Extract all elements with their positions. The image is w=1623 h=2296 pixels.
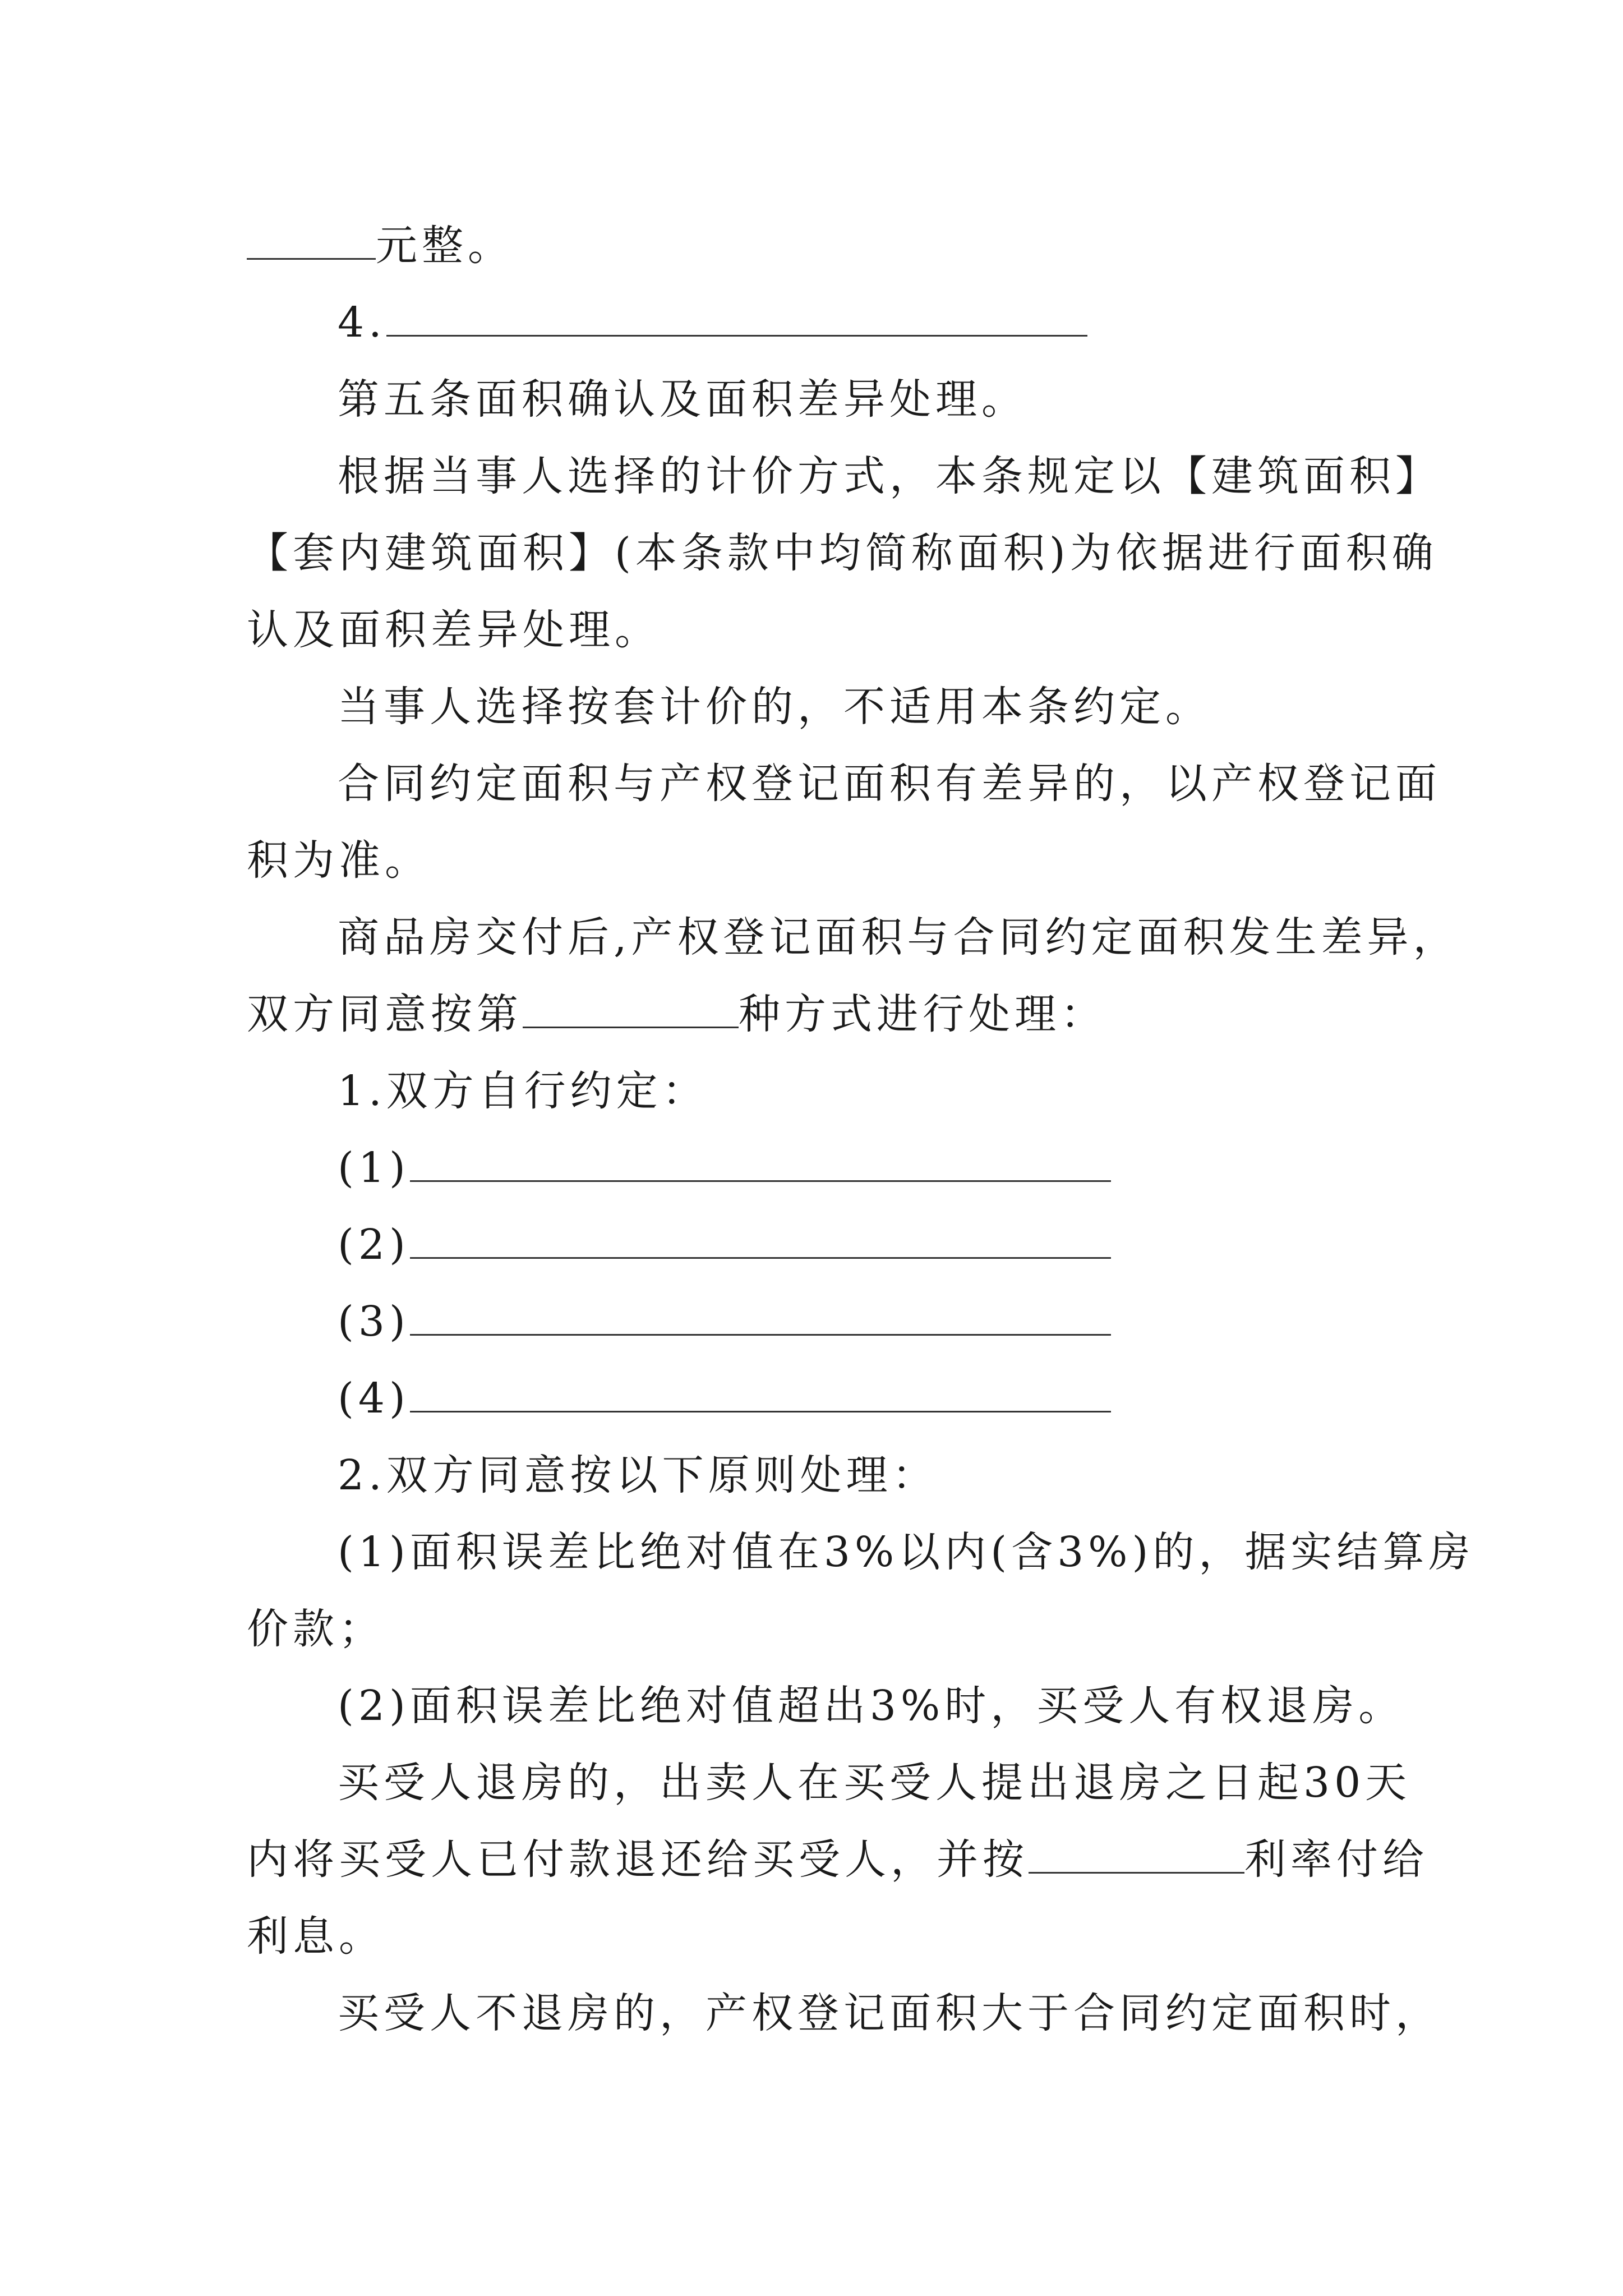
method-choice-line [247,976,1396,1053]
paragraph-line: 当事人选择按套计价的，不适用本条约定。 [338,683,1211,731]
amount-suffix: 元整。 [376,222,514,270]
interest-prefix: 内将买受人已付款退还给买受人，并按 [247,1835,1029,1884]
paragraph-line: 认及面积差异处理。 [247,606,661,654]
contract-body [247,208,1475,2052]
article-5-heading: 第五条面积确认及面积差异处理。 [338,375,1027,424]
custom-item-1 [247,1130,1396,1207]
item-4-blank[interactable] [386,290,1087,337]
paragraph-line: 积为准。 [247,836,431,885]
paragraph-line: 价款； [247,1605,385,1653]
paragraph-line: 根据当事人选择的计价方式，本条规定以【建筑面积】 [338,452,1441,500]
paragraph-line: 买受人不退房的，产权登记面积大于合同约定面积时， [338,1989,1441,2037]
paragraph-line: 【套内建筑面积】(本条款中均简称面积)为依据进行面积确 [247,529,1438,577]
custom-item-3 [247,1283,1396,1360]
method-blank[interactable] [523,982,739,1028]
paragraph-line: 合同约定面积与产权登记面积有差异的，以产权登记面 [338,760,1441,808]
custom-item-4 [247,1360,1396,1437]
amount-blank[interactable] [247,213,376,260]
custom-item-label: (4) [338,1374,410,1423]
paragraph-line: 利息。 [247,1912,385,1961]
paragraph-line: 商品房交付后,产权登记面积与合同约定面积发生差异， [338,913,1459,961]
paragraph-line: (2)面积误差比绝对值超出3%时，买受人有权退房。 [338,1682,1405,1730]
method-suffix: 种方式进行处理： [739,990,1106,1038]
method-prefix: 双方同意按第 [247,990,523,1038]
custom-item-label: (1) [338,1144,410,1192]
custom-item-blank[interactable] [410,1289,1111,1336]
interest-rate-line [247,1821,1428,1898]
paragraph-line: 买受人退房的，出卖人在买受人提出退房之日起30天 [338,1759,1412,1807]
option-2-heading: 2.双方同意按以下原则处理： [338,1451,938,1499]
paragraph-line: (1)面积误差比绝对值在3%以内(含3%)的，据实结算房 [338,1528,1475,1576]
custom-item-blank[interactable] [410,1366,1111,1412]
item-4-line [247,284,1396,361]
custom-item-label: (3) [338,1297,410,1346]
custom-item-blank[interactable] [410,1135,1111,1182]
custom-item-blank[interactable] [410,1212,1111,1259]
interest-rate-blank[interactable] [1029,1827,1244,1874]
option-1-heading: 1.双方自行约定： [338,1067,708,1115]
custom-item-2 [247,1207,1396,1283]
custom-item-label: (2) [338,1221,410,1269]
item-4-label: 4. [338,298,386,347]
interest-suffix: 利率付给 [1244,1835,1428,1884]
amount-line [247,208,1396,284]
